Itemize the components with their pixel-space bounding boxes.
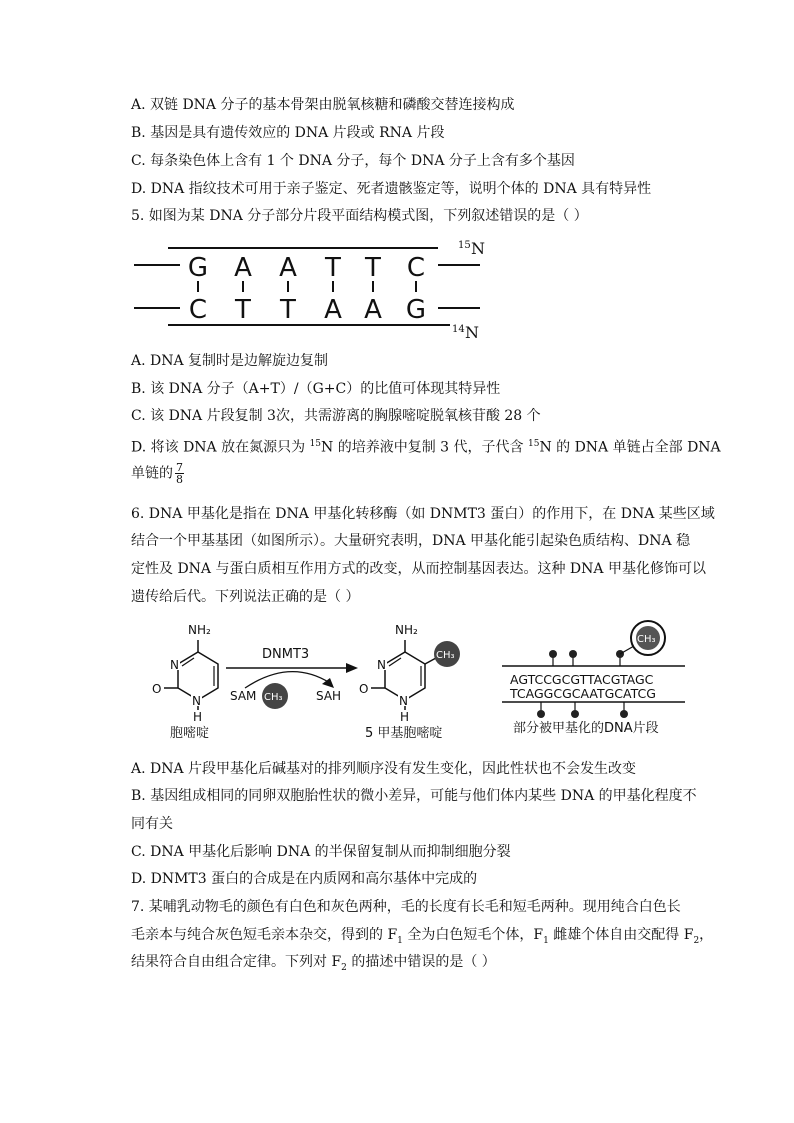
q5-option-c: C. 该 DNA 片段复制 3次，共需游离的胸腺嘧啶脱氧核苷酸 28 个 [131,408,541,424]
top-base-5: T [365,253,381,283]
n3-left: N [170,658,179,672]
bottom-base-5: A [364,295,382,325]
bottom-base-3: T [280,295,296,325]
n14-superscript: 14 [452,324,465,335]
ch3-on-fragment: CH₃ [637,634,656,645]
q6-option-a: A. DNA 片段甲基化后碱基对的排列顺序没有发生变化，因此性状也不会发生改变 [131,761,637,777]
enzyme-label: DNMT3 [262,647,310,662]
option-b-gene-definition: B. 基因是具有遗传效应的 DNA 片段或 RNA 片段 [131,125,445,141]
q5-stem: 5. 如图为某 DNA 分子部分片段平面结构模式图，下列叙述错误的是（ ） [131,208,588,224]
top-base-1: G [187,253,209,283]
option-a-dna-backbone: A. 双链 DNA 分子的基本骨架由脱氧核糖和磷酸交替连接构成 [131,97,515,113]
n15-superscript: 15 [458,240,471,251]
sequence-top: AGTCCGCGTTACGTAGC [510,672,654,687]
n1-right: N [399,694,408,708]
q7-stem-line-3: 结果符合自由组合定律。下列对 $F_2$ 的描述中错误的是（ ） [131,954,496,973]
ch3-on-sam: CH₃ [264,692,283,703]
q6-option-b-line-1: B. 基因组成相同的同卵双胞胎性状的微小差异，可能与他们体内某些 DNA 的甲基化程度不 [131,788,697,804]
top-base-3: A [279,253,297,283]
o-left: O [152,682,162,696]
bottom-base-4: A [324,295,342,325]
methylcytosine-label: 5 甲基胞嘧啶 [365,726,443,741]
option-d-dna-fingerprint: D. DNA 指纹技术可用于亲子鉴定、死者遗骸鉴定等，说明个体的 DNA 具有特异性 [131,181,652,197]
n1-left: N [192,694,201,708]
option-c-chromosome: C. 每条染色体上含有 1 个 DNA 分子，每个 DNA 分子上含有多个基因 [131,153,575,169]
fraction-seven-eighths: $\frac{7}{8}$ [176,461,183,486]
n3-right: N [377,658,386,672]
cytosine-label: 胞嘧啶 [170,726,210,741]
q6-stem-line-3: 定性及 DNA 与蛋白质相互作用方式的改变，从而控制基因表达。这种 DNA 甲基化修饰可以 [131,561,706,577]
ch3-on-base: CH₃ [436,650,455,661]
q6-stem-line-2: 结合一个甲基基团（如图所示）。大量研究表明，DNA 甲基化能引起染色质结构、DNA 稳 [131,533,691,549]
top-base-2: A [234,253,252,283]
bottom-base-6: G [405,295,427,325]
q5-option-b: B. 该 DNA 分子（A+T）/（G+C）的比值可体现其特异性 [131,381,501,397]
bottom-base-2: T [235,295,251,325]
sequence-bottom: TCAGGCGCAATGCATCG [510,686,656,701]
q5-option-a: A. DNA 复制时是边解旋边复制 [131,353,329,369]
n14-label: N [465,323,479,342]
nh2-left: NH₂ [188,623,211,637]
sah-label: SAH [316,689,342,703]
q6-stem-line-4: 遗传给后代。下列说法正确的是（ ） [131,589,360,605]
dna-strand-figure [130,234,490,344]
q5-option-d-cont: 单链的 $\frac{7}{8}$ [131,461,183,486]
n15-label: N [471,239,485,258]
methylation-figure [140,618,700,742]
q7-stem-line-2: 毛亲本与纯合灰色短毛亲本杂交，得到的 $F_1$ 全为白色短毛个体，$F_1$ 雌雄个体自由交配得 $F_2$， [131,927,714,946]
h-left: H [193,710,203,724]
bottom-base-1: C [188,295,208,325]
q6-option-b-line-2: 同有关 [131,816,173,832]
sam-label: SAM [230,689,257,703]
q5-option-d: D. 将该 DNA 放在氮源只为 $^{15}$N 的培养液中复制 3 代，子代含 $^{15}$N 的 DNA 单链占全部 DNA [131,439,721,456]
o-right: O [359,682,369,696]
q7-stem-line-1: 7. 某哺乳动物毛的颜色有白色和灰色两种，毛的长度有长毛和短毛两种。现用纯合白色长 [131,899,681,915]
q6-option-c: C. DNA 甲基化后影响 DNA 的半保留复制从而抑制细胞分裂 [131,844,511,860]
top-base-6: C [406,253,426,283]
q6-stem-line-1: 6. DNA 甲基化是指在 DNA 甲基化转移酶（如 DNMT3 蛋白）的作用下，在 DNA 某些区域 [131,506,715,522]
nh2-right: NH₂ [395,623,418,637]
h-right: H [400,710,410,724]
methylated-fragment-label: 部分被甲基化的DNA片段 [513,721,659,736]
top-base-4: T [325,253,341,283]
q6-option-d: D. DNMT3 蛋白的合成是在内质网和高尔基体中完成的 [131,871,478,887]
